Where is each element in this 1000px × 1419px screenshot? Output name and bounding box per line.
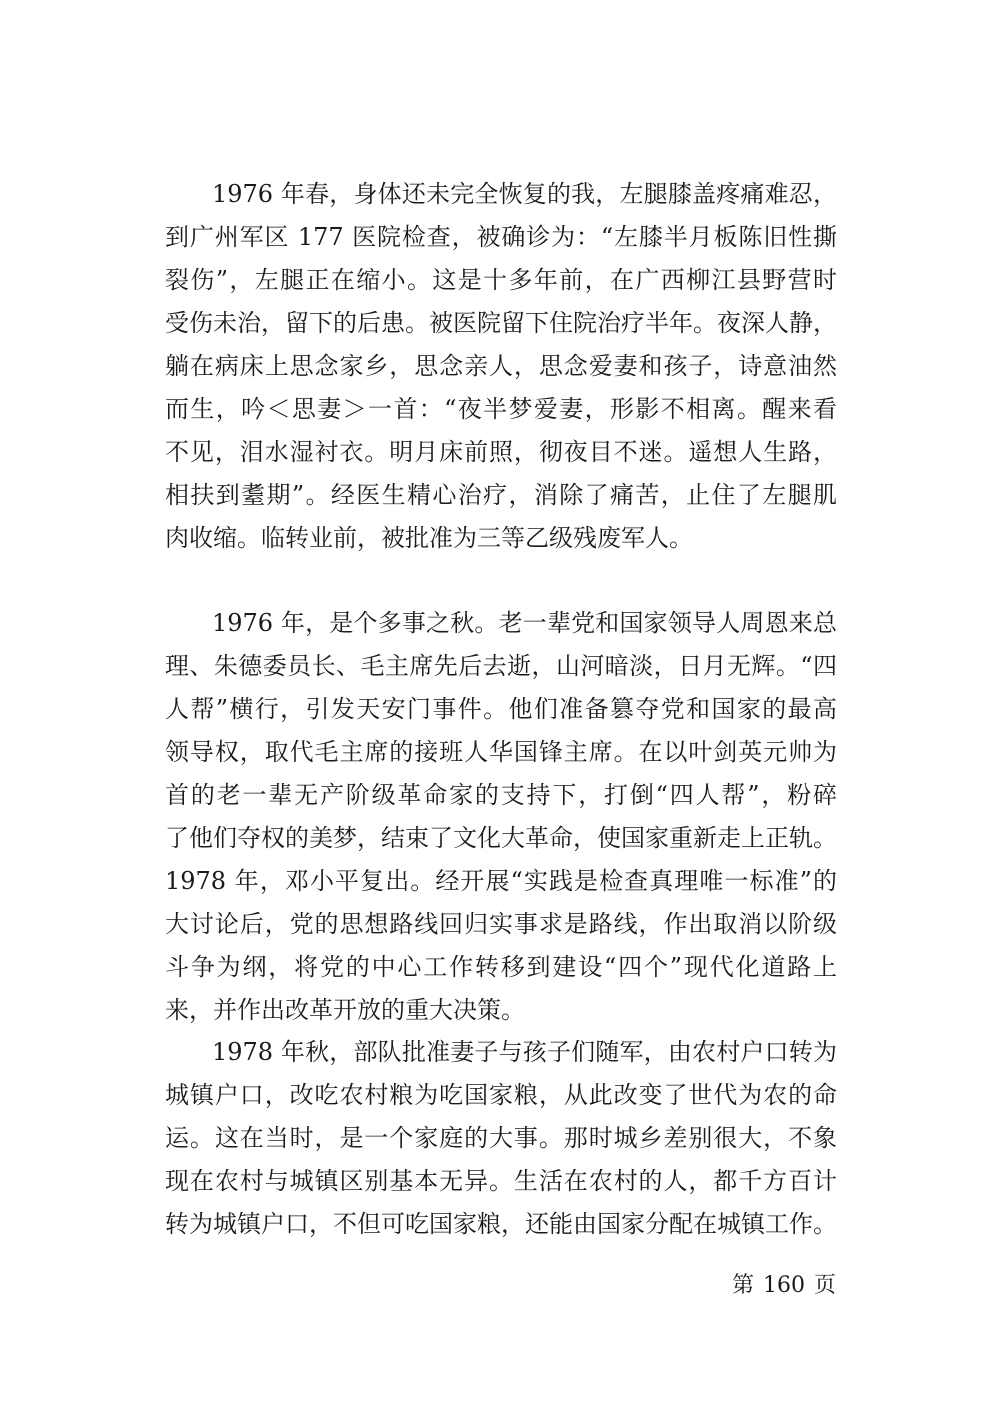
- text-line: 来，并作出改革开放的重大决策。: [165, 996, 525, 1024]
- text-line: 了他们夺权的美梦，结束了文化大革命，使国家重新走上正轨。: [165, 824, 837, 852]
- text-line: 裂伤”，左腿正在缩小。这是十多年前，在广西柳江县野营时: [165, 266, 837, 294]
- text-line: 受伤未治，留下的后患。被医院留下住院治疗半年。夜深人静，: [165, 309, 837, 337]
- text-line: 人帮”横行，引发天安门事件。他们准备篡夺党和国家的最高: [165, 695, 837, 723]
- paragraph: [165, 1031, 837, 1246]
- text-line: 斗争为纲，将党的中心工作转移到建设“四个”现代化道路上: [165, 953, 837, 981]
- text-line: 大讨论后，党的思想路线回归实事求是路线，作出取消以阶级: [165, 910, 837, 938]
- text-line: 到广州军区 177 医院检查，被确诊为：“左膝半月板陈旧性撕: [165, 223, 837, 251]
- text-line: 1978 年秋，部队批准妻子与孩子们随军，由农村户口转为: [212, 1038, 837, 1066]
- text-line: 1976 年春，身体还未完全恢复的我，左腿膝盖疼痛难忍，: [212, 180, 837, 208]
- text-line: 运。这在当时，是一个家庭的大事。那时城乡差别很大，不象: [165, 1124, 837, 1152]
- paragraph: [165, 602, 837, 1032]
- text-line: 城镇户口，改吃农村粮为吃国家粮，从此改变了世代为农的命: [165, 1081, 837, 1109]
- text-line: 不见，泪水湿衬衣。明月床前照，彻夜目不迷。遥想人生路，: [165, 438, 837, 466]
- text-line: 理、朱德委员长、毛主席先后去逝，山河暗淡，日月无辉。“四: [165, 652, 837, 680]
- text-line: 肉收缩。临转业前，被批准为三等乙级残废军人。: [165, 524, 693, 552]
- text-line: 1976 年，是个多事之秋。老一辈党和国家领导人周恩来总: [212, 609, 837, 637]
- text-line: 领导权，取代毛主席的接班人华国锋主席。在以叶剑英元帅为: [165, 738, 837, 766]
- text-line: 转为城镇户口，不但可吃国家粮，还能由国家分配在城镇工作。: [165, 1210, 837, 1238]
- text-line: 相扶到耋期”。经医生精心治疗，消除了痛苦，止住了左腿肌: [165, 481, 837, 509]
- text-line: 现在农村与城镇区别基本无异。生活在农村的人，都千方百计: [165, 1167, 837, 1195]
- page-number: 第 160 页: [732, 1273, 836, 1298]
- paragraph: [165, 173, 837, 560]
- text-line: 首的老一辈无产阶级革命家的支持下，打倒“四人帮”，粉碎: [165, 781, 837, 809]
- text-line: 1978 年，邓小平复出。经开展“实践是检查真理唯一标准”的: [165, 867, 837, 895]
- text-line: 而生，吟＜思妻＞一首：“夜半梦爱妻，形影不相离。醒来看: [165, 395, 837, 423]
- text-line: 躺在病床上思念家乡，思念亲人，思念爱妻和孩子，诗意油然: [165, 352, 837, 380]
